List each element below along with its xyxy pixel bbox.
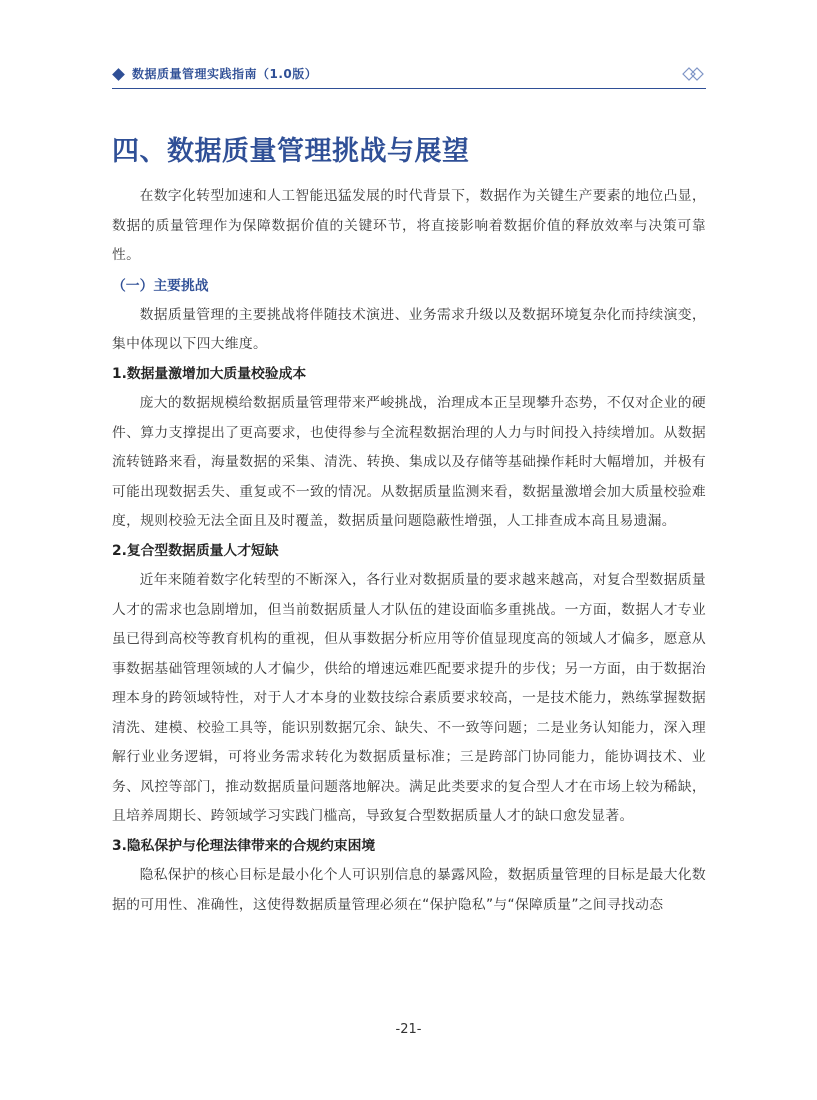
page-content <box>112 132 706 920</box>
challenge-title-3: 3.隐私保护与伦理法律带来的合规约束困境 <box>112 837 376 854</box>
header-title: 数据质量管理实践指南（1.0版） <box>132 67 318 81</box>
header-divider <box>112 88 706 89</box>
section-title: （一）主要挑战 <box>112 277 209 294</box>
challenge-title-2: 2.复合型数据质量人才短缺 <box>112 542 279 559</box>
challenge-body-1: 庞大的数据规模给数据质量管理带来严峻挑战，治理成本正呈现攀升态势，不仅对企业的硬件、算力支撑提出了更高要求，也使得参与全流程数据治理的人力与时间投入持续增加。从数据流转链路来看，海量数据的采集、清洗、转换、集成以及存储等基础操作耗时大幅增加，并极有可能出现数据丢失、重复或不一致的情况。从数据质量监测来看，数据量激增会加大质量校验难度，规则校验无法全面且及时覆盖，数据质量问题隐蔽性增强，人工排查成本高且易遗漏。 <box>112 395 706 529</box>
diamond-bullet-icon <box>112 68 125 81</box>
challenge-body-2: 近年来随着数字化转型的不断深入，各行业对数据质量的要求越来越高，对复合型数据质量人才的需求也急剧增加，但当前数据质量人才队伍的建设面临多重挑战。一方面，数据人才专业虽已得到高校等教育机构的重视，但从事数据分析应用等价值显现度高的领域人才偏多，愿意从事数据基础管理领域的人才偏少，供给的增速远难匹配要求提升的步伐；另一方面，由于数据治理本身的跨领域特性，对于人才本身的业数技综合素质要求较高，一是技术能力，熟练掌握数据清洗、建模、校验工具等，能识别数据冗余、缺失、不一致等问题；二是业务认知能力，深入理解行业业务逻辑，可将业务需求转化为数据质量标准；三是跨部门协同能力，能协调技术、业务、风控等部门，推动数据质量问题落地解决。满足此类要求的复合型人才在市场上较为稀缺，且培养周期长、跨领域学习实践门槛高，导致复合型数据质量人才的缺口愈发显著。 <box>112 572 706 824</box>
section-intro-paragraph: 数据质量管理的主要挑战将伴随技术演进、业务需求升级以及数据环境复杂化而持续演变，集中体现以下四大维度。 <box>112 306 706 352</box>
page-header <box>112 64 706 88</box>
page-number: -21- <box>395 1022 422 1037</box>
challenge-body-3: 隐私保护的核心目标是最小化个人可识别信息的暴露风险，数据质量管理的目标是最大化数据的可用性、准确性，这使得数据质量管理必须在“保护隐私”与“保障质量”之间寻找动态 <box>112 867 706 913</box>
chapter-title: 四、数据质量管理挑战与展望 <box>112 136 470 167</box>
chapter-intro-paragraph: 在数字化转型加速和人工智能迅猛发展的时代背景下，数据作为关键生产要素的地位凸显，数据的质量管理作为保障数据价值的关键环节，将直接影响着数据价值的释放效率与决策可靠性。 <box>112 188 706 263</box>
double-diamond-logo-icon <box>682 66 704 82</box>
challenge-title-1: 1.数据量激增加大质量校验成本 <box>112 365 307 382</box>
